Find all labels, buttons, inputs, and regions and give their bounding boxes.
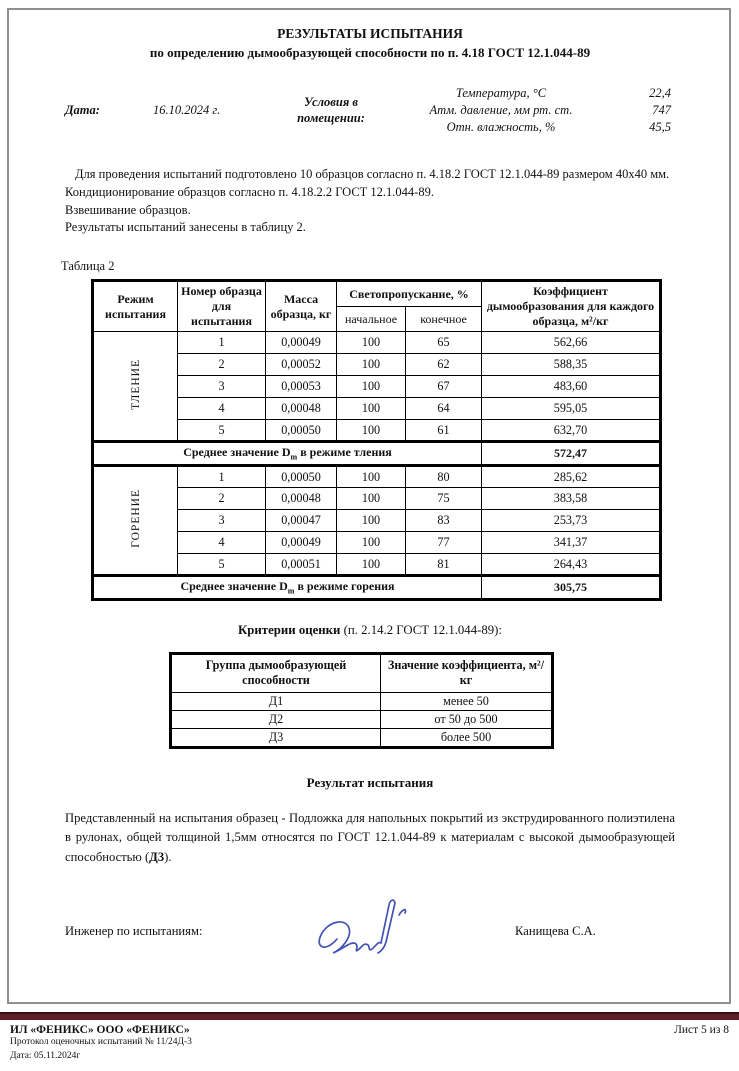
cell: 0,00048 (266, 488, 337, 510)
header-sample-no: Номер образца для испытания (178, 281, 266, 332)
pressure-label: Атм. давление, мм рт. ст. (429, 103, 573, 118)
intro-line-2: Кондиционирование образцов согласно п. 4.18.2.2 ГОСТ 12.1.044-89. (65, 184, 434, 199)
intro-line-4: Результаты испытаний занесены в таблицу 2. (65, 220, 306, 235)
cell: Д1 (171, 692, 381, 710)
cell: 483,60 (482, 376, 661, 398)
cell: 100 (337, 466, 406, 488)
cell: Д3 (171, 728, 381, 747)
footer-page-number: Лист 5 из 8 (674, 1024, 729, 1036)
intro-paragraph (65, 166, 675, 237)
report-title: РЕЗУЛЬТАТЫ ИСПЫТАНИЯ (277, 26, 463, 41)
mode-smoldering-label: ТЛЕНИЕ (129, 358, 142, 410)
cell: 61 (406, 420, 482, 442)
table2-caption: Таблица 2 (61, 259, 115, 274)
burning-average-value: 305,75 (482, 576, 661, 600)
smoldering-average-value: 572,47 (482, 442, 661, 466)
intro-line-1: Для проведения испытаний подготовлено 10 образцов согласно п. 4.18.2 ГОСТ 12.1.044-89 размером 40х40 мм. (75, 167, 670, 182)
table-row (93, 466, 661, 488)
cell: 0,00049 (266, 332, 337, 354)
cell: 100 (337, 376, 406, 398)
mode-burning-label: ГОРЕНИЕ (129, 489, 142, 548)
room-conditions-label: Условия в помещении: (297, 95, 365, 125)
cell: 77 (406, 532, 482, 554)
cell: 632,70 (482, 420, 661, 442)
condition-row-humidity (399, 119, 675, 136)
cell: 100 (337, 354, 406, 376)
mode-burning-cell (93, 466, 178, 576)
cell: 341,37 (482, 532, 661, 554)
cell: 0,00051 (266, 554, 337, 576)
engineer-label: Инженер по испытаниям: (65, 923, 203, 938)
cell: 285,62 (482, 466, 661, 488)
burning-average-label: Среднее значение $D_m$ в режиме горения (93, 576, 482, 600)
table-row (93, 420, 661, 442)
cell: 0,00047 (266, 510, 337, 532)
cell: 100 (337, 554, 406, 576)
cell: 253,73 (482, 510, 661, 532)
criteria-header-row (171, 654, 553, 693)
smoldering-average-row (93, 442, 661, 466)
cell: 0,00052 (266, 354, 337, 376)
condition-row-temperature (399, 85, 675, 102)
cell: 588,35 (482, 354, 661, 376)
cell: 75 (406, 488, 482, 510)
cell: 100 (337, 398, 406, 420)
cell: 5 (178, 420, 266, 442)
room-conditions-values (399, 85, 675, 136)
cell: 4 (178, 532, 266, 554)
cell: 65 (406, 332, 482, 354)
table-row (93, 488, 661, 510)
temperature-value: 22,4 (649, 86, 671, 101)
cell: 562,66 (482, 332, 661, 354)
criteria-heading: Критерии оценки (п. 2.14.2 ГОСТ 12.1.044-89): (238, 623, 502, 638)
cell: 64 (406, 398, 482, 420)
cell: 0,00050 (266, 466, 337, 488)
page-footer (10, 1024, 729, 1064)
footer-left-block (10, 1024, 192, 1064)
cell: 80 (406, 466, 482, 488)
date-value: 16.10.2024 г. (153, 103, 221, 118)
header-light-transmission: Светопропускание, % (337, 281, 482, 307)
cell: 83 (406, 510, 482, 532)
cell: 0,00048 (266, 398, 337, 420)
cell: 264,43 (482, 554, 661, 576)
humidity-value: 45,5 (649, 120, 671, 135)
footer-date: Дата: 05.11.2024г (10, 1050, 81, 1061)
cell: 1 (178, 466, 266, 488)
cell: 81 (406, 554, 482, 576)
results-table (91, 279, 662, 601)
humidity-label: Отн. влажность, % (446, 120, 556, 135)
result-paragraph: Представленный на испытания образец - Подложка для напольных покрытий из экструдированного полиэтилена в рулонах, общей толщиной 1,5мм относятся по ГОСТ 12.1.044-89 к материалам с высокой дымообразующей способностью (Д3). (65, 810, 675, 864)
engineer-name: Канищева С.А. (515, 923, 596, 938)
temperature-label: Температура, °С (455, 86, 547, 101)
mode-smoldering-cell (93, 332, 178, 442)
document-page (7, 8, 731, 1004)
cell: 5 (178, 554, 266, 576)
table-row (93, 376, 661, 398)
cell: 3 (178, 376, 266, 398)
cell: 0,00049 (266, 532, 337, 554)
footer-divider-bar (0, 1012, 739, 1020)
results-table-header-row (93, 281, 661, 307)
cell: 0,00050 (266, 420, 337, 442)
table-row (93, 332, 661, 354)
table-row (93, 354, 661, 376)
date-label: Дата: (65, 103, 100, 118)
footer-protocol: Протокол оценочных испытаний № 11/24Д-3 (10, 1037, 192, 1047)
result-heading: Результат испытания (306, 774, 434, 790)
header-mode: Режим испытания (93, 281, 178, 332)
table-row (93, 510, 661, 532)
cell: 0,00053 (266, 376, 337, 398)
cell: от 50 до 500 (381, 710, 553, 728)
cell: менее 50 (381, 692, 553, 710)
cell: Д2 (171, 710, 381, 728)
table-row (93, 398, 661, 420)
cell: 100 (337, 510, 406, 532)
pressure-value: 747 (652, 103, 671, 118)
criteria-table (169, 652, 554, 749)
cell: 100 (337, 420, 406, 442)
conditions-block (65, 85, 675, 136)
burning-average-row (93, 576, 661, 600)
header-coefficient: Коэффициент дымообразования для каждого образца, м²/кг (482, 281, 661, 332)
cell: 67 (406, 376, 482, 398)
header-initial: начальное (337, 307, 406, 332)
cell: 100 (337, 332, 406, 354)
cell: 383,58 (482, 488, 661, 510)
table-row (171, 728, 553, 747)
table-row (171, 692, 553, 710)
cell: 2 (178, 354, 266, 376)
cell: 62 (406, 354, 482, 376)
cell: 100 (337, 488, 406, 510)
table-row (93, 554, 661, 576)
cell: 595,05 (482, 398, 661, 420)
footer-company: ИЛ «ФЕНИКС» ООО «ФЕНИКС» (10, 1024, 190, 1036)
cell: более 500 (381, 728, 553, 747)
table-row (171, 710, 553, 728)
signature-row (65, 895, 675, 967)
criteria-col-group: Группа дымообразующей способности (171, 654, 381, 693)
header-mass: Масса образца, кг (266, 281, 337, 332)
cell: 100 (337, 532, 406, 554)
header-final: конечное (406, 307, 482, 332)
smoldering-average-label: Среднее значение $D_m$ в режиме тления (93, 442, 482, 466)
table-row (93, 532, 661, 554)
cell: 1 (178, 332, 266, 354)
handwritten-signature (295, 895, 445, 967)
report-subtitle: по определению дымообразующей способности по п. 4.18 ГОСТ 12.1.044-89 (149, 44, 591, 60)
cell: 4 (178, 398, 266, 420)
criteria-col-value: Значение коэффициента, м²/кг (381, 654, 553, 693)
cell: 2 (178, 488, 266, 510)
intro-line-3: Взвешивание образцов. (65, 202, 191, 217)
condition-row-pressure (399, 102, 675, 119)
cell: 3 (178, 510, 266, 532)
